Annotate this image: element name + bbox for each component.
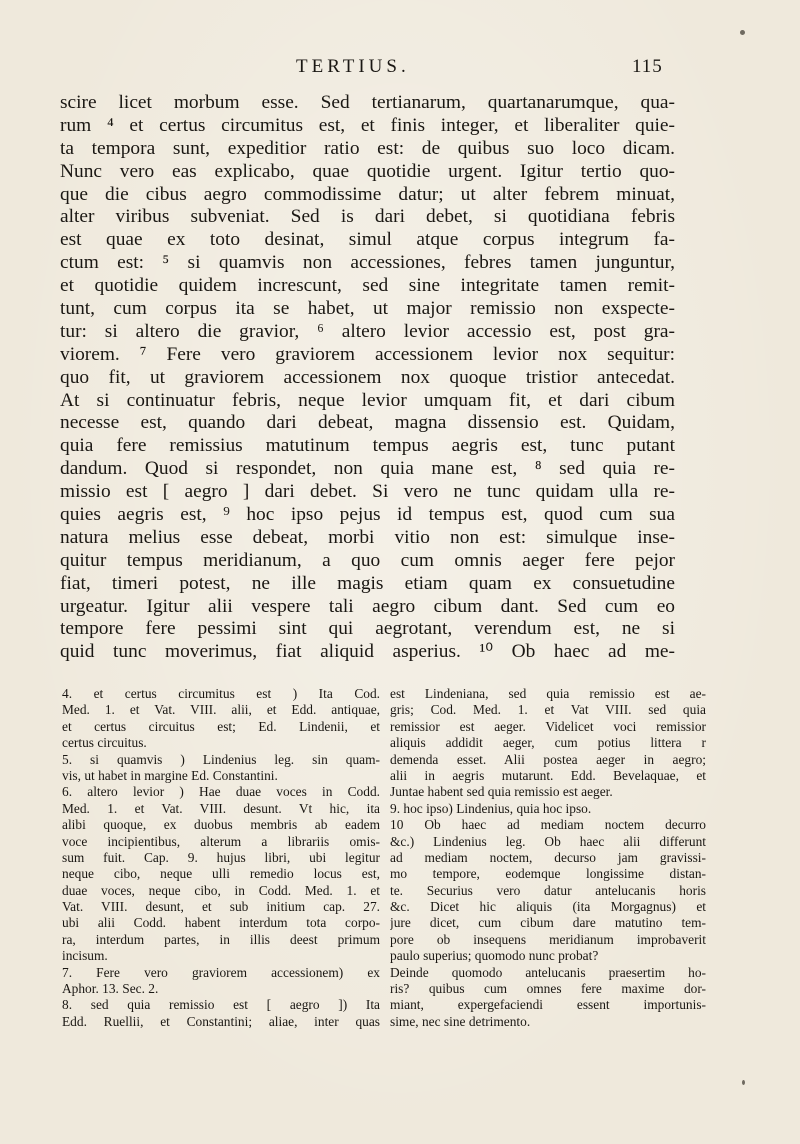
footnotes-left-column: [62, 686, 380, 1030]
footnote-line: voce incipientibus, alterum a librariis omis-: [62, 833, 380, 849]
main-text-line: quid tunc moverimus, fiat aliquid asperius. ¹⁰ Ob haec ad me-: [60, 641, 675, 663]
footnote-line: ubi alii Codd. habent interdum tota corpo-: [62, 915, 380, 931]
footnote-line: &c. Dicet hic aliquis (ita Morgagnus) et: [390, 899, 706, 915]
page-number: 115: [632, 56, 663, 77]
footnote-line: demenda esset. Alii postea aeger in aegro;: [390, 751, 706, 767]
footnote-line: mo tempore, eodemque longissime distan-: [390, 866, 706, 882]
main-text-line: est quae ex toto desinat, simul atque corpus integrum fa-: [60, 229, 675, 251]
footnote-line: alibi quoque, ex duobus membris ab eadem: [62, 817, 380, 833]
footnote-line: te. Securius vero datur antelucanis horis: [390, 882, 706, 898]
running-title: TERTIUS.: [296, 56, 410, 77]
paper-speck: [740, 30, 745, 35]
footnote-line: ra, interdum partes, in illis deest primum: [62, 931, 380, 947]
main-text-line: quia fere remissius matutinum tempus aegris est, tunc putant: [60, 435, 675, 457]
footnote-line: remissior est aeger. Videlicet voci remissior: [390, 718, 706, 734]
main-text-line: fiat, timeri potest, ne ille magis etiam quam ex consuetudine: [60, 572, 675, 594]
footnote-line: sime, nec sine detrimento.: [390, 1013, 531, 1029]
footnote-line: gris; Cod. Med. 1. et Vat VIII. sed quia: [390, 702, 706, 718]
footnote-line: neque cibo, neque ulli remedio locus est,: [62, 866, 380, 882]
main-text-line: ctum est: ⁵ si quamvis non accessiones, febres tamen junguntur,: [60, 252, 675, 274]
main-text-line: urgeatur. Igitur alii vespere tali aegro cibum dant. Sed cum eo: [60, 595, 675, 617]
footnote-line: incisum.: [62, 948, 108, 964]
footnote-line: Aphor. 13. Sec. 2.: [62, 981, 159, 997]
footnote-line: miant, expergefaciendi essent importunis-: [390, 997, 706, 1013]
footnote-line: duae voces, neque cibo, in Codd. Med. 1. et: [62, 882, 380, 898]
footnote-line: certus circuitus.: [62, 735, 147, 751]
main-text-line: Nunc vero eas explicabo, quae quotidie urgent. Igitur tertio quo-: [60, 160, 675, 182]
footnote-line: Edd. Ruellii, et Constantini; aliae, inter quas: [62, 1013, 380, 1029]
main-text-line: rum ⁴ et certus circumitus est, et finis integer, et liberaliter quie-: [60, 114, 675, 136]
footnote-line: est Lindeniana, sed quia remissio est ae-: [390, 686, 706, 701]
main-text-line: que die cibus aegro commodissime datur; ut alter febrem minuat,: [60, 183, 675, 205]
footnote-line: 4. et certus circumitus est ) Ita Cod.: [62, 686, 380, 701]
main-text-line: tur: si altero die gravior, ⁶ altero levior accessio est, post gra-: [60, 320, 675, 342]
footnote-line: Med. 1. et Vat. VIII. alii, et Edd. antiquae,: [62, 702, 380, 718]
footnote-line: jure dicet, cum cibum dare matutino tem-: [390, 915, 706, 931]
main-text-line: tunt, cum corpus ita se habet, ut major remissio non exspecte-: [60, 298, 675, 320]
footnote-line: paulo superius; quomodo nunc probat?: [390, 948, 599, 964]
page-header: [0, 56, 800, 86]
main-text-line: scire licet morbum esse. Sed tertianarum, quartanarumque, qua-: [60, 92, 675, 113]
main-text-line: natura melius esse debeat, morbi vitio non est: simulque inse-: [60, 526, 675, 548]
footnote-line: &c.) Lindenius leg. Ob haec alii differunt: [390, 833, 706, 849]
footnote-line: alii in aegris mutarunt. Edd. Bevelaquae, et: [390, 767, 706, 783]
main-text-line: necesse est, quando dari debeat, magna dissensio est. Quidam,: [60, 412, 675, 434]
main-text-block: [60, 92, 675, 664]
main-text-line: quies aegris est, ⁹ hoc ipso pejus id tempus est, quod cum sua: [60, 504, 675, 526]
footnote-line: Juntae habent sed quia remissio est aeger.: [390, 784, 613, 800]
main-text-line: missio est [ aegro ] dari debet. Si vero ne tunc quidam ulla re-: [60, 481, 675, 503]
main-text-line: quo fit, ut graviorem accessionem nox quoque tristior antecedat.: [60, 366, 675, 388]
footnote-line: ris? quibus cum omnes fere maxime dor-: [390, 981, 706, 997]
footnote-line: 5. si quamvis ) Lindenius leg. sin quam-: [62, 751, 380, 767]
footnote-line: et certus circuitus est; Ed. Lindenii, et: [62, 718, 380, 734]
main-text-line: At si continuatur febris, neque levior umquam fit, et dari cibum: [60, 389, 675, 411]
footnote-line: Med. 1. et Vat. VIII. desunt. Vt hic, ita: [62, 800, 380, 816]
footnote-line: 8. sed quia remissio est [ aegro ]) Ita: [62, 997, 380, 1013]
footnote-line: Deinde quomodo antelucanis praesertim ho-: [390, 964, 706, 980]
footnote-line: ad mediam noctem, decurso jam gravissi-: [390, 849, 706, 865]
footnote-line: Vat. VIII. desunt, et sub initium cap. 27.: [62, 899, 380, 915]
footnote-line: 7. Fere vero graviorem accessionem) ex: [62, 964, 380, 980]
footnote-line: 9. hoc ipso) Lindenius, quia hoc ipso.: [390, 800, 592, 816]
footnote-line: 10 Ob haec ad mediam noctem decurro: [390, 817, 706, 833]
main-text-line: tempore fere pessimi sint qui aegrotant, verendum est, ne si: [60, 618, 675, 640]
main-text-line: dandum. Quod si respondet, non quia mane est, ⁸ sed quia re-: [60, 458, 675, 480]
main-text-line: ta tempora sunt, expeditior ratio est: de quibus suo loco dicam.: [60, 137, 675, 159]
footnote-line: pore ob insequens meridianum improbaverit: [390, 931, 706, 947]
footnote-line: aliquis addidit aeger, cum potius littera r: [390, 735, 706, 751]
footnote-line: 6. altero levior ) Hae duae voces in Codd.: [62, 784, 380, 800]
main-text-line: quitur tempus meridianum, a quo cum omnis aeger fere pejor: [60, 549, 675, 571]
main-text-line: viorem. ⁷ Fere vero graviorem accessionem levior nox sequitur:: [60, 343, 675, 365]
footnotes-right-column: [390, 686, 706, 1030]
main-text-line: et quotidie quidem increscunt, sed sine integritate tamen remit-: [60, 275, 675, 297]
footnote-line: sum fuit. Cap. 9. hujus libri, ubi legitur: [62, 849, 380, 865]
footnote-line: vis, ut habet in margine Ed. Constantini.: [62, 767, 278, 783]
paper-speck: [742, 1080, 745, 1085]
main-text-line: alter viribus subveniat. Sed is dari debet, si quotidiana febris: [60, 206, 675, 228]
